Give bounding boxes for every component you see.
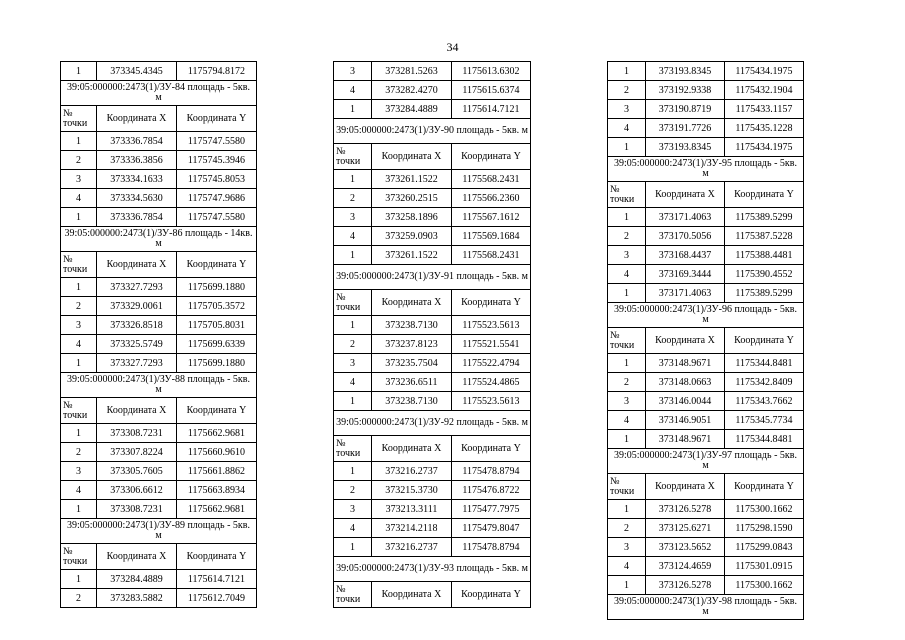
coordinate-y: 1175705.3572	[177, 297, 257, 316]
point-number: 4	[61, 189, 97, 208]
coordinate-row	[608, 354, 804, 373]
header-point-number: № точки	[334, 290, 372, 316]
parcel-title: 39:05:000000:2473(1)/ЗУ-97 площадь - 5кв. м	[608, 449, 804, 474]
coordinate-y: 1175699.1880	[177, 354, 257, 373]
header-point-number: № точки	[61, 544, 97, 570]
coordinate-row	[61, 589, 257, 608]
coordinate-row	[334, 62, 531, 81]
parcel-title-row	[608, 595, 804, 620]
point-number: 1	[334, 316, 372, 335]
coordinate-y: 1175344.8481	[725, 354, 804, 373]
coordinate-x: 373125.6271	[646, 519, 725, 538]
point-number: 1	[61, 500, 97, 519]
coordinate-x: 373336.7854	[97, 208, 177, 227]
header-coordinate-y: Координата Y	[177, 252, 257, 278]
parcel-title-row	[334, 265, 531, 290]
point-number: 2	[61, 589, 97, 608]
coordinate-row	[61, 132, 257, 151]
point-number: 3	[334, 500, 372, 519]
point-number: 4	[608, 557, 646, 576]
coordinate-y: 1175478.8794	[452, 538, 531, 557]
coordinate-x: 373327.7293	[97, 354, 177, 373]
column-header-row	[334, 436, 531, 462]
coordinate-x: 373259.0903	[372, 227, 452, 246]
header-coordinate-x: Координата X	[372, 290, 452, 316]
point-number: 1	[334, 462, 372, 481]
point-number: 1	[608, 284, 646, 303]
coordinate-row	[61, 297, 257, 316]
coordinate-x: 373336.3856	[97, 151, 177, 170]
parcel-title-row	[608, 303, 804, 328]
point-number: 3	[608, 100, 646, 119]
coordinate-y: 1175301.0915	[725, 557, 804, 576]
coordinate-y: 1175345.7734	[725, 411, 804, 430]
point-number: 4	[334, 227, 372, 246]
point-number: 4	[608, 119, 646, 138]
header-coordinate-y: Координата Y	[725, 474, 804, 500]
column-header-row	[61, 398, 257, 424]
parcel-title-row	[334, 119, 531, 144]
coordinate-row	[334, 316, 531, 335]
coordinate-x: 373169.3444	[646, 265, 725, 284]
coordinate-row	[334, 335, 531, 354]
coordinate-row	[608, 246, 804, 265]
coordinate-y: 1175794.8172	[177, 62, 257, 81]
parcel-title: 39:05:000000:2473(1)/ЗУ-98 площадь - 5кв. м	[608, 595, 804, 620]
coordinate-x: 373334.1633	[97, 170, 177, 189]
point-number: 3	[608, 246, 646, 265]
coordinate-x: 373171.4063	[646, 284, 725, 303]
coordinate-x: 373235.7504	[372, 354, 452, 373]
point-number: 3	[61, 462, 97, 481]
coordinate-y: 1175662.9681	[177, 424, 257, 443]
coordinate-row	[61, 189, 257, 208]
header-coordinate-x: Координата X	[372, 436, 452, 462]
coordinate-y: 1175747.9686	[177, 189, 257, 208]
point-number: 1	[608, 208, 646, 227]
point-number: 4	[608, 411, 646, 430]
coordinate-y: 1175661.8862	[177, 462, 257, 481]
coordinate-row	[61, 170, 257, 189]
coordinate-x: 373261.1522	[372, 246, 452, 265]
coordinate-row	[608, 557, 804, 576]
coordinate-y: 1175614.7121	[452, 100, 531, 119]
parcel-title: 39:05:000000:2473(1)/ЗУ-92 площадь - 5кв. м	[334, 411, 531, 436]
coordinate-y: 1175612.7049	[177, 589, 257, 608]
coordinate-row	[608, 138, 804, 157]
coordinate-y: 1175522.4794	[452, 354, 531, 373]
coordinate-row	[334, 538, 531, 557]
coordinate-row	[608, 227, 804, 246]
point-number: 1	[61, 62, 97, 81]
coordinate-x: 373238.7130	[372, 316, 452, 335]
parcel-title: 39:05:000000:2473(1)/ЗУ-88 площадь - 5кв. м	[61, 373, 257, 398]
coordinate-x: 373214.2118	[372, 519, 452, 538]
point-number: 1	[334, 100, 372, 119]
coordinate-row	[61, 424, 257, 443]
point-number: 1	[608, 430, 646, 449]
column-header-row	[608, 328, 804, 354]
point-number: 1	[61, 354, 97, 373]
coordinate-row	[334, 462, 531, 481]
point-number: 1	[608, 62, 646, 81]
coordinate-x: 373326.8518	[97, 316, 177, 335]
coordinate-x: 373281.5263	[372, 62, 452, 81]
coordinate-x: 373325.5749	[97, 335, 177, 354]
parcel-title-row	[61, 227, 257, 252]
coordinate-x: 373327.7293	[97, 278, 177, 297]
coordinate-row	[608, 81, 804, 100]
coordinate-x: 373216.2737	[372, 462, 452, 481]
coordinate-x: 373258.1896	[372, 208, 452, 227]
header-coordinate-y: Координата Y	[725, 328, 804, 354]
column-header-row	[61, 106, 257, 132]
coordinate-y: 1175524.4865	[452, 373, 531, 392]
header-point-number: № точки	[61, 106, 97, 132]
coordinate-row	[608, 265, 804, 284]
coordinate-x: 373192.9338	[646, 81, 725, 100]
point-number: 2	[61, 443, 97, 462]
header-coordinate-x: Координата X	[646, 182, 725, 208]
coordinate-x: 373345.4345	[97, 62, 177, 81]
coordinate-y: 1175344.8481	[725, 430, 804, 449]
column-header-row	[61, 544, 257, 570]
coordinate-y: 1175432.1904	[725, 81, 804, 100]
point-number: 2	[61, 297, 97, 316]
column-header-row	[608, 474, 804, 500]
coordinate-y: 1175662.9681	[177, 500, 257, 519]
point-number: 4	[61, 335, 97, 354]
coordinate-x: 373216.2737	[372, 538, 452, 557]
parcel-title-row	[61, 519, 257, 544]
header-coordinate-y: Координата Y	[452, 290, 531, 316]
point-number: 3	[61, 316, 97, 335]
coordinate-y: 1175569.1684	[452, 227, 531, 246]
coordinate-x: 373148.9671	[646, 430, 725, 449]
point-number: 1	[608, 354, 646, 373]
coordinate-y: 1175300.1662	[725, 500, 804, 519]
coordinate-row	[608, 373, 804, 392]
coordinate-row	[334, 481, 531, 500]
coordinate-row	[608, 538, 804, 557]
header-coordinate-x: Координата X	[646, 474, 725, 500]
parcel-title-row	[608, 157, 804, 182]
coordinate-y: 1175567.1612	[452, 208, 531, 227]
coordinate-y: 1175566.2360	[452, 189, 531, 208]
coordinate-x: 373126.5278	[646, 500, 725, 519]
coordinate-row	[334, 354, 531, 373]
coordinate-row	[608, 100, 804, 119]
coordinate-x: 373329.0061	[97, 297, 177, 316]
coordinate-row	[334, 373, 531, 392]
parcel-title: 39:05:000000:2473(1)/ЗУ-86 площадь - 14кв. м	[61, 227, 257, 252]
point-number: 4	[334, 519, 372, 538]
header-point-number: № точки	[334, 436, 372, 462]
header-point-number: № точки	[334, 582, 372, 608]
coordinate-x: 373260.2515	[372, 189, 452, 208]
coordinate-row	[608, 62, 804, 81]
coordinate-y: 1175705.8031	[177, 316, 257, 335]
coordinate-row	[61, 278, 257, 297]
parcel-title-row	[61, 81, 257, 106]
point-number: 1	[334, 170, 372, 189]
coordinate-row	[61, 335, 257, 354]
coordinate-y: 1175299.0843	[725, 538, 804, 557]
coordinate-x: 373123.5652	[646, 538, 725, 557]
parcel-title-row	[334, 411, 531, 436]
coordinate-y: 1175388.4481	[725, 246, 804, 265]
coordinate-y: 1175568.2431	[452, 246, 531, 265]
coordinate-y: 1175435.1228	[725, 119, 804, 138]
coordinate-y: 1175390.4552	[725, 265, 804, 284]
header-coordinate-y: Координата Y	[452, 436, 531, 462]
coordinate-x: 373237.8123	[372, 335, 452, 354]
coordinate-row	[608, 411, 804, 430]
coordinate-y: 1175389.5299	[725, 284, 804, 303]
point-number: 2	[61, 151, 97, 170]
coordinate-row	[334, 500, 531, 519]
point-number: 1	[334, 246, 372, 265]
coordinate-y: 1175699.6339	[177, 335, 257, 354]
coordinate-row	[61, 462, 257, 481]
coordinate-y: 1175389.5299	[725, 208, 804, 227]
coordinate-y: 1175614.7121	[177, 570, 257, 589]
header-point-number: № точки	[334, 144, 372, 170]
coordinate-y: 1175521.5541	[452, 335, 531, 354]
coordinate-row	[61, 316, 257, 335]
coordinate-x: 373306.6612	[97, 481, 177, 500]
coordinate-row	[608, 392, 804, 411]
coordinate-y: 1175434.1975	[725, 62, 804, 81]
header-coordinate-x: Координата X	[97, 106, 177, 132]
coordinate-row	[334, 208, 531, 227]
coordinate-row	[61, 208, 257, 227]
coordinate-x: 373146.9051	[646, 411, 725, 430]
coordinates-table-middle	[333, 61, 531, 608]
point-number: 4	[334, 373, 372, 392]
coordinate-x: 373124.4659	[646, 557, 725, 576]
coordinate-x: 373334.5630	[97, 189, 177, 208]
coordinate-y: 1175663.8934	[177, 481, 257, 500]
point-number: 1	[61, 570, 97, 589]
coordinates-table-left	[60, 61, 257, 608]
coordinate-row	[334, 519, 531, 538]
column-header-row	[334, 144, 531, 170]
coordinate-y: 1175745.8053	[177, 170, 257, 189]
header-point-number: № точки	[608, 182, 646, 208]
point-number: 4	[334, 81, 372, 100]
coordinate-y: 1175298.1590	[725, 519, 804, 538]
page-number: 34	[446, 40, 459, 54]
coordinate-row	[608, 119, 804, 138]
coordinate-x: 373236.6511	[372, 373, 452, 392]
coordinate-x: 373305.7605	[97, 462, 177, 481]
header-point-number: № точки	[608, 328, 646, 354]
coordinate-y: 1175660.9610	[177, 443, 257, 462]
point-number: 3	[61, 170, 97, 189]
coordinate-x: 373148.0663	[646, 373, 725, 392]
point-number: 1	[61, 132, 97, 151]
point-number: 3	[334, 354, 372, 373]
coordinate-y: 1175300.1662	[725, 576, 804, 595]
parcel-title: 39:05:000000:2473(1)/ЗУ-91 площадь - 5кв. м	[334, 265, 531, 290]
coordinate-y: 1175433.1157	[725, 100, 804, 119]
point-number: 4	[61, 481, 97, 500]
coordinate-x: 373284.4889	[372, 100, 452, 119]
coordinate-y: 1175523.5613	[452, 316, 531, 335]
parcel-title: 39:05:000000:2473(1)/ЗУ-96 площадь - 5кв. м	[608, 303, 804, 328]
coordinate-row	[608, 519, 804, 538]
coordinate-row	[61, 151, 257, 170]
header-coordinate-y: Координата Y	[177, 398, 257, 424]
parcel-title-row	[61, 373, 257, 398]
column-header-row	[61, 252, 257, 278]
coordinate-row	[61, 500, 257, 519]
coordinate-y: 1175476.8722	[452, 481, 531, 500]
header-coordinate-x: Координата X	[97, 398, 177, 424]
point-number: 1	[608, 138, 646, 157]
header-point-number: № точки	[61, 398, 97, 424]
coordinate-y: 1175568.2431	[452, 170, 531, 189]
coordinate-x: 373215.3730	[372, 481, 452, 500]
parcel-title: 39:05:000000:2473(1)/ЗУ-89 площадь - 5кв. м	[61, 519, 257, 544]
coordinate-row	[334, 81, 531, 100]
point-number: 2	[608, 227, 646, 246]
coordinate-x: 373170.5056	[646, 227, 725, 246]
parcel-title-row	[608, 449, 804, 474]
coordinate-x: 373308.7231	[97, 500, 177, 519]
header-coordinate-y: Координата Y	[177, 544, 257, 570]
coordinate-row	[334, 392, 531, 411]
coordinate-x: 373190.8719	[646, 100, 725, 119]
column-header-row	[608, 182, 804, 208]
coordinate-x: 373283.5882	[97, 589, 177, 608]
point-number: 3	[608, 538, 646, 557]
coordinates-table-right	[607, 61, 804, 620]
coordinate-x: 373284.4889	[97, 570, 177, 589]
point-number: 3	[608, 392, 646, 411]
coordinate-row	[61, 570, 257, 589]
coordinate-x: 373336.7854	[97, 132, 177, 151]
coordinate-x: 373307.8224	[97, 443, 177, 462]
point-number: 3	[334, 62, 372, 81]
column-header-row	[334, 290, 531, 316]
coordinate-x: 373146.0044	[646, 392, 725, 411]
header-coordinate-x: Координата X	[97, 544, 177, 570]
coordinate-row	[61, 481, 257, 500]
parcel-title-row	[334, 557, 531, 582]
point-number: 2	[334, 335, 372, 354]
coordinate-x: 373191.7726	[646, 119, 725, 138]
coordinate-x: 373171.4063	[646, 208, 725, 227]
point-number: 3	[334, 208, 372, 227]
header-coordinate-y: Координата Y	[177, 106, 257, 132]
parcel-title: 39:05:000000:2473(1)/ЗУ-84 площадь - 5кв. м	[61, 81, 257, 106]
coordinate-row	[608, 284, 804, 303]
coordinate-row	[334, 246, 531, 265]
coordinate-y: 1175613.6302	[452, 62, 531, 81]
point-number: 2	[608, 81, 646, 100]
coordinate-row	[608, 430, 804, 449]
point-number: 2	[334, 189, 372, 208]
coordinate-row	[61, 62, 257, 81]
coordinate-y: 1175342.8409	[725, 373, 804, 392]
coordinate-y: 1175434.1975	[725, 138, 804, 157]
header-coordinate-x: Координата X	[372, 144, 452, 170]
header-coordinate-x: Координата X	[372, 582, 452, 608]
coordinate-y: 1175747.5580	[177, 208, 257, 227]
point-number: 1	[334, 392, 372, 411]
coordinate-x: 373213.3111	[372, 500, 452, 519]
coordinate-y: 1175699.1880	[177, 278, 257, 297]
coordinate-y: 1175477.7975	[452, 500, 531, 519]
coordinate-row	[608, 500, 804, 519]
coordinate-x: 373193.8345	[646, 138, 725, 157]
coordinate-x: 373168.4437	[646, 246, 725, 265]
coordinate-x: 373126.5278	[646, 576, 725, 595]
coordinate-x: 373308.7231	[97, 424, 177, 443]
header-coordinate-y: Координата Y	[452, 582, 531, 608]
coordinate-y: 1175615.6374	[452, 81, 531, 100]
point-number: 1	[608, 576, 646, 595]
coordinate-row	[334, 227, 531, 246]
coordinate-x: 373148.9671	[646, 354, 725, 373]
header-coordinate-x: Координата X	[646, 328, 725, 354]
coordinate-y: 1175747.5580	[177, 132, 257, 151]
point-number: 2	[608, 519, 646, 538]
coordinate-row	[608, 576, 804, 595]
coordinate-row	[334, 100, 531, 119]
point-number: 2	[608, 373, 646, 392]
header-coordinate-x: Координата X	[97, 252, 177, 278]
coordinate-y: 1175479.8047	[452, 519, 531, 538]
coordinate-y: 1175478.8794	[452, 462, 531, 481]
coordinate-row	[334, 170, 531, 189]
header-point-number: № точки	[61, 252, 97, 278]
coordinate-y: 1175343.7662	[725, 392, 804, 411]
point-number: 4	[608, 265, 646, 284]
header-point-number: № точки	[608, 474, 646, 500]
parcel-title: 39:05:000000:2473(1)/ЗУ-90 площадь - 5кв. м	[334, 119, 531, 144]
point-number: 2	[334, 481, 372, 500]
coordinate-x: 373238.7130	[372, 392, 452, 411]
header-coordinate-y: Координата Y	[725, 182, 804, 208]
point-number: 1	[61, 424, 97, 443]
parcel-title: 39:05:000000:2473(1)/ЗУ-93 площадь - 5кв. м	[334, 557, 531, 582]
coordinate-x: 373282.4270	[372, 81, 452, 100]
point-number: 1	[334, 538, 372, 557]
coordinate-y: 1175523.5613	[452, 392, 531, 411]
coordinate-row	[334, 189, 531, 208]
coordinate-row	[61, 443, 257, 462]
column-header-row	[334, 582, 531, 608]
parcel-title: 39:05:000000:2473(1)/ЗУ-95 площадь - 5кв. м	[608, 157, 804, 182]
coordinate-x: 373261.1522	[372, 170, 452, 189]
point-number: 1	[608, 500, 646, 519]
coordinate-y: 1175745.3946	[177, 151, 257, 170]
coordinate-row	[608, 208, 804, 227]
header-coordinate-y: Координата Y	[452, 144, 531, 170]
coordinate-x: 373193.8345	[646, 62, 725, 81]
point-number: 1	[61, 278, 97, 297]
coordinate-y: 1175387.5228	[725, 227, 804, 246]
point-number: 1	[61, 208, 97, 227]
coordinate-row	[61, 354, 257, 373]
